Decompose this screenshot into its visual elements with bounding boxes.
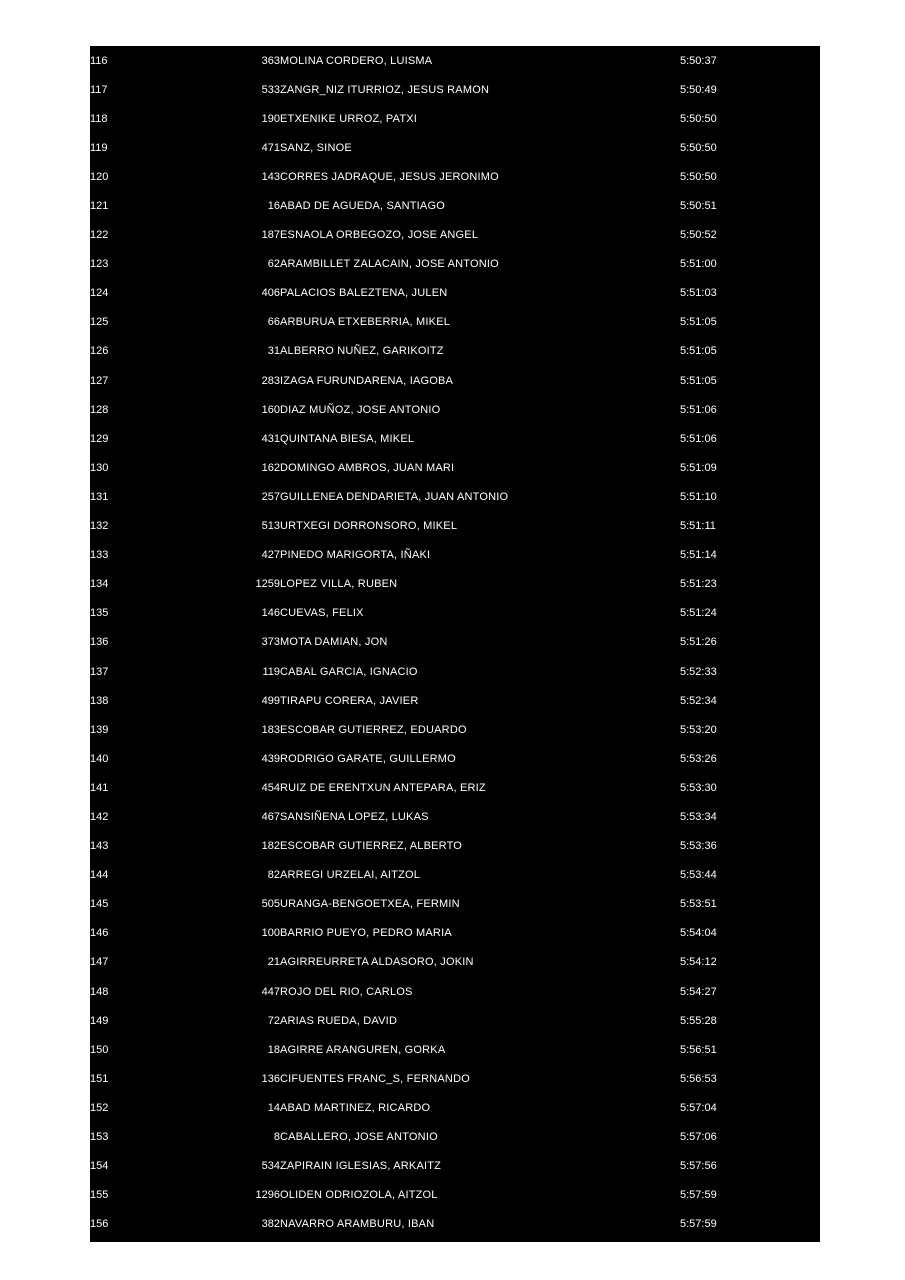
cell-name: CABALLERO, JOSE ANTONIO bbox=[280, 1131, 438, 1144]
cell-bib: 183 bbox=[261, 723, 280, 736]
cell-time: 5:53:36 bbox=[680, 840, 717, 853]
cell-bib: 16 bbox=[267, 200, 280, 213]
cell-time: 5:57:59 bbox=[680, 1218, 717, 1231]
cell-bib: 31 bbox=[267, 345, 280, 358]
cell-position: 147 bbox=[90, 956, 109, 969]
cell-time: 5:51:26 bbox=[680, 636, 717, 649]
cell-position: 146 bbox=[90, 927, 109, 940]
cell-position: 153 bbox=[90, 1131, 109, 1144]
table-row bbox=[90, 657, 820, 686]
table-row bbox=[90, 308, 820, 337]
cell-bib: 471 bbox=[261, 141, 280, 154]
cell-time: 5:53:34 bbox=[680, 810, 717, 823]
cell-time: 5:57:04 bbox=[680, 1101, 717, 1114]
table-row bbox=[90, 919, 820, 948]
cell-time: 5:52:34 bbox=[680, 694, 717, 707]
table-row bbox=[90, 541, 820, 570]
table-row bbox=[90, 395, 820, 424]
table-row bbox=[90, 861, 820, 890]
cell-name: URTXEGI DORRONSORO, MIKEL bbox=[280, 520, 458, 533]
table-row bbox=[90, 366, 820, 395]
cell-name: ROJO DEL RIO, CARLOS bbox=[280, 985, 413, 998]
cell-position: 118 bbox=[90, 112, 108, 125]
cell-bib: 513 bbox=[261, 520, 280, 533]
cell-position: 131 bbox=[90, 490, 109, 503]
cell-position: 149 bbox=[90, 1014, 109, 1027]
table-row bbox=[90, 1181, 820, 1210]
cell-name: TIRAPU CORERA, JAVIER bbox=[280, 694, 419, 707]
cell-position: 138 bbox=[90, 694, 109, 707]
results-table bbox=[90, 46, 820, 1239]
cell-position: 121 bbox=[90, 200, 109, 213]
cell-time: 5:51:03 bbox=[680, 287, 717, 300]
cell-position: 125 bbox=[90, 316, 109, 329]
cell-name: ARIAS RUEDA, DAVID bbox=[280, 1014, 398, 1027]
cell-name: LOPEZ VILLA, RUBEN bbox=[280, 578, 398, 591]
table-row bbox=[90, 948, 820, 977]
cell-bib: 136 bbox=[261, 1072, 280, 1085]
cell-time: 5:51:10 bbox=[680, 490, 717, 503]
cell-bib: 257 bbox=[261, 490, 280, 503]
table-row bbox=[90, 773, 820, 802]
cell-bib: 447 bbox=[261, 985, 280, 998]
cell-position: 126 bbox=[90, 345, 109, 358]
cell-name: MOTA DAMIAN, JON bbox=[280, 636, 388, 649]
cell-position: 116 bbox=[90, 54, 108, 67]
cell-position: 140 bbox=[90, 752, 109, 765]
table-row bbox=[90, 1122, 820, 1151]
table-row bbox=[90, 890, 820, 919]
cell-position: 122 bbox=[90, 229, 109, 242]
cell-bib: 21 bbox=[267, 956, 280, 969]
cell-bib: 160 bbox=[261, 403, 280, 416]
table-row bbox=[90, 802, 820, 831]
cell-name: PALACIOS BALEZTENA, JULEN bbox=[280, 287, 448, 300]
table-row bbox=[90, 1064, 820, 1093]
cell-name: ABAD DE AGUEDA, SANTIAGO bbox=[280, 200, 445, 213]
cell-bib: 100 bbox=[261, 927, 280, 940]
cell-bib: 533 bbox=[261, 83, 280, 96]
cell-bib: 406 bbox=[261, 287, 280, 300]
cell-bib: 72 bbox=[267, 1014, 280, 1027]
cell-time: 5:51:14 bbox=[680, 549, 717, 562]
table-row bbox=[90, 570, 820, 599]
cell-name: SANZ, SINOE bbox=[280, 141, 352, 154]
cell-time: 5:53:30 bbox=[680, 781, 717, 794]
cell-time: 5:52:33 bbox=[680, 665, 717, 678]
cell-bib: 467 bbox=[261, 810, 280, 823]
cell-name: ESNAOLA ORBEGOZO, JOSE ANGEL bbox=[280, 229, 479, 242]
cell-name: ABAD MARTINEZ, RICARDO bbox=[280, 1101, 431, 1114]
cell-time: 5:51:11 bbox=[680, 520, 716, 533]
cell-name: QUINTANA BIESA, MIKEL bbox=[280, 432, 415, 445]
cell-bib: 182 bbox=[261, 840, 280, 853]
cell-name: CABAL GARCIA, IGNACIO bbox=[280, 665, 418, 678]
cell-time: 5:51:09 bbox=[680, 461, 717, 474]
table-row bbox=[90, 104, 820, 133]
cell-name: DOMINGO AMBROS, JUAN MARI bbox=[280, 461, 455, 474]
cell-name: RODRIGO GARATE, GUILLERMO bbox=[280, 752, 456, 765]
cell-name: GUILLENEA DENDARIETA, JUAN ANTONIO bbox=[280, 490, 509, 503]
cell-time: 5:53:20 bbox=[680, 723, 717, 736]
cell-name: SANSIÑENA LOPEZ, LUKAS bbox=[280, 810, 429, 823]
cell-time: 5:51:05 bbox=[680, 345, 717, 358]
cell-name: AGIRRE ARANGUREN, GORKA bbox=[280, 1043, 446, 1056]
cell-name: PINEDO MARIGORTA, IÑAKI bbox=[280, 549, 431, 562]
cell-position: 130 bbox=[90, 461, 109, 474]
cell-position: 124 bbox=[90, 287, 109, 300]
cell-bib: 66 bbox=[267, 316, 280, 329]
cell-name: ESCOBAR GUTIERREZ, EDUARDO bbox=[280, 723, 467, 736]
cell-position: 133 bbox=[90, 549, 109, 562]
cell-name: OLIDEN ODRIOZOLA, AITZOL bbox=[280, 1189, 438, 1202]
table-row bbox=[90, 628, 820, 657]
cell-bib: 363 bbox=[261, 54, 280, 67]
cell-bib: 162 bbox=[261, 461, 280, 474]
table-row bbox=[90, 279, 820, 308]
cell-time: 5:54:12 bbox=[680, 956, 717, 969]
table-row bbox=[90, 1035, 820, 1064]
cell-bib: 14 bbox=[267, 1101, 280, 1114]
table-row bbox=[90, 599, 820, 628]
table-row bbox=[90, 512, 820, 541]
cell-position: 143 bbox=[90, 840, 109, 853]
table-row bbox=[90, 250, 820, 279]
results-sheet bbox=[90, 46, 820, 1242]
cell-time: 5:50:52 bbox=[680, 229, 717, 242]
cell-name: ZAPIRAIN IGLESIAS, ARKAITZ bbox=[280, 1160, 442, 1173]
cell-position: 117 bbox=[90, 83, 108, 96]
cell-time: 5:51:06 bbox=[680, 432, 717, 445]
cell-time: 5:56:53 bbox=[680, 1072, 717, 1085]
cell-position: 145 bbox=[90, 898, 109, 911]
cell-time: 5:51:05 bbox=[680, 316, 717, 329]
cell-bib: 373 bbox=[261, 636, 280, 649]
cell-bib: 1259 bbox=[255, 578, 280, 591]
cell-position: 129 bbox=[90, 432, 109, 445]
cell-name: ESCOBAR GUTIERREZ, ALBERTO bbox=[280, 840, 463, 853]
cell-name: NAVARRO ARAMBURU, IBAN bbox=[280, 1218, 435, 1231]
table-row bbox=[90, 46, 820, 75]
cell-position: 156 bbox=[90, 1218, 109, 1231]
cell-bib: 62 bbox=[267, 258, 280, 271]
cell-position: 144 bbox=[90, 869, 109, 882]
cell-name: AGIRREURRETA ALDASORO, JOKIN bbox=[280, 956, 474, 969]
table-row bbox=[90, 977, 820, 1006]
table-row bbox=[90, 133, 820, 162]
cell-position: 142 bbox=[90, 810, 109, 823]
cell-position: 120 bbox=[90, 170, 109, 183]
table-row bbox=[90, 162, 820, 191]
table-row bbox=[90, 453, 820, 482]
table-row bbox=[90, 1093, 820, 1122]
cell-position: 128 bbox=[90, 403, 109, 416]
cell-position: 135 bbox=[90, 607, 109, 620]
cell-bib: 1296 bbox=[255, 1189, 280, 1202]
table-row bbox=[90, 1210, 820, 1239]
cell-time: 5:55:28 bbox=[680, 1014, 717, 1027]
cell-position: 155 bbox=[90, 1189, 109, 1202]
cell-position: 139 bbox=[90, 723, 109, 736]
cell-time: 5:50:49 bbox=[680, 83, 717, 96]
cell-bib: 283 bbox=[261, 374, 280, 387]
cell-name: DIAZ MUÑOZ, JOSE ANTONIO bbox=[280, 403, 441, 416]
cell-bib: 534 bbox=[261, 1160, 280, 1173]
cell-name: IZAGA FURUNDARENA, IAGOBA bbox=[280, 374, 454, 387]
cell-bib: 143 bbox=[261, 170, 280, 183]
cell-position: 134 bbox=[90, 578, 109, 591]
cell-bib: 190 bbox=[261, 112, 280, 125]
cell-bib: 454 bbox=[261, 781, 280, 794]
cell-name: ALBERRO NUÑEZ, GARIKOITZ bbox=[280, 345, 444, 358]
cell-position: 123 bbox=[90, 258, 109, 271]
cell-bib: 427 bbox=[261, 549, 280, 562]
cell-bib: 439 bbox=[261, 752, 280, 765]
cell-position: 119 bbox=[90, 141, 108, 154]
table-row bbox=[90, 75, 820, 104]
cell-name: MOLINA CORDERO, LUISMA bbox=[280, 54, 433, 67]
cell-time: 5:53:51 bbox=[680, 898, 717, 911]
cell-bib: 187 bbox=[261, 229, 280, 242]
cell-time: 5:51:05 bbox=[680, 374, 717, 387]
cell-bib: 431 bbox=[261, 432, 280, 445]
table-row bbox=[90, 482, 820, 511]
cell-name: CUEVAS, FELIX bbox=[280, 607, 364, 620]
cell-bib: 505 bbox=[261, 898, 280, 911]
cell-bib: 119 bbox=[262, 665, 280, 678]
cell-name: URANGA-BENGOETXEA, FERMIN bbox=[280, 898, 460, 911]
cell-bib: 18 bbox=[267, 1043, 280, 1056]
cell-name: ZANGR_NIZ ITURRIOZ, JESUS RAMON bbox=[280, 83, 490, 96]
cell-position: 132 bbox=[90, 520, 109, 533]
cell-position: 150 bbox=[90, 1043, 109, 1056]
cell-position: 152 bbox=[90, 1101, 109, 1114]
table-row bbox=[90, 715, 820, 744]
cell-bib: 8 bbox=[273, 1131, 280, 1144]
table-row bbox=[90, 832, 820, 861]
table-row bbox=[90, 744, 820, 773]
cell-time: 5:51:24 bbox=[680, 607, 717, 620]
table-row bbox=[90, 221, 820, 250]
cell-bib: 499 bbox=[261, 694, 280, 707]
cell-time: 5:54:27 bbox=[680, 985, 717, 998]
cell-bib: 146 bbox=[261, 607, 280, 620]
cell-time: 5:50:37 bbox=[680, 54, 717, 67]
cell-time: 5:51:00 bbox=[680, 258, 717, 271]
cell-position: 137 bbox=[90, 665, 109, 678]
cell-name: ETXENIKE URROZ, PATXI bbox=[280, 112, 418, 125]
cell-name: CORRES JADRAQUE, JESUS JERONIMO bbox=[280, 170, 499, 183]
cell-name: BARRIO PUEYO, PEDRO MARIA bbox=[280, 927, 452, 940]
cell-time: 5:53:26 bbox=[680, 752, 717, 765]
cell-position: 141 bbox=[90, 781, 109, 794]
table-row bbox=[90, 337, 820, 366]
cell-time: 5:51:23 bbox=[680, 578, 717, 591]
cell-time: 5:50:51 bbox=[680, 200, 717, 213]
cell-time: 5:54:04 bbox=[680, 927, 717, 940]
table-row bbox=[90, 424, 820, 453]
cell-time: 5:56:51 bbox=[680, 1043, 717, 1056]
cell-time: 5:57:06 bbox=[680, 1131, 717, 1144]
cell-time: 5:51:06 bbox=[680, 403, 717, 416]
cell-name: ARAMBILLET ZALACAIN, JOSE ANTONIO bbox=[280, 258, 499, 271]
cell-name: CIFUENTES FRANC_S, FERNANDO bbox=[280, 1072, 470, 1085]
cell-time: 5:50:50 bbox=[680, 112, 717, 125]
cell-name: ARBURUA ETXEBERRIA, MIKEL bbox=[280, 316, 451, 329]
table-row bbox=[90, 191, 820, 220]
cell-name: ARREGI URZELAI, AITZOL bbox=[280, 869, 421, 882]
cell-position: 136 bbox=[90, 636, 109, 649]
table-row bbox=[90, 1006, 820, 1035]
cell-position: 151 bbox=[90, 1072, 109, 1085]
cell-time: 5:50:50 bbox=[680, 141, 717, 154]
cell-bib: 82 bbox=[267, 869, 280, 882]
cell-position: 127 bbox=[90, 374, 109, 387]
cell-time: 5:50:50 bbox=[680, 170, 717, 183]
cell-name: RUIZ DE ERENTXUN ANTEPARA, ERIZ bbox=[280, 781, 486, 794]
cell-position: 154 bbox=[90, 1160, 109, 1173]
table-row bbox=[90, 1152, 820, 1181]
cell-time: 5:53:44 bbox=[680, 869, 717, 882]
table-row bbox=[90, 686, 820, 715]
cell-time: 5:57:59 bbox=[680, 1189, 717, 1202]
cell-position: 148 bbox=[90, 985, 109, 998]
cell-time: 5:57:56 bbox=[680, 1160, 717, 1173]
cell-bib: 382 bbox=[261, 1218, 280, 1231]
